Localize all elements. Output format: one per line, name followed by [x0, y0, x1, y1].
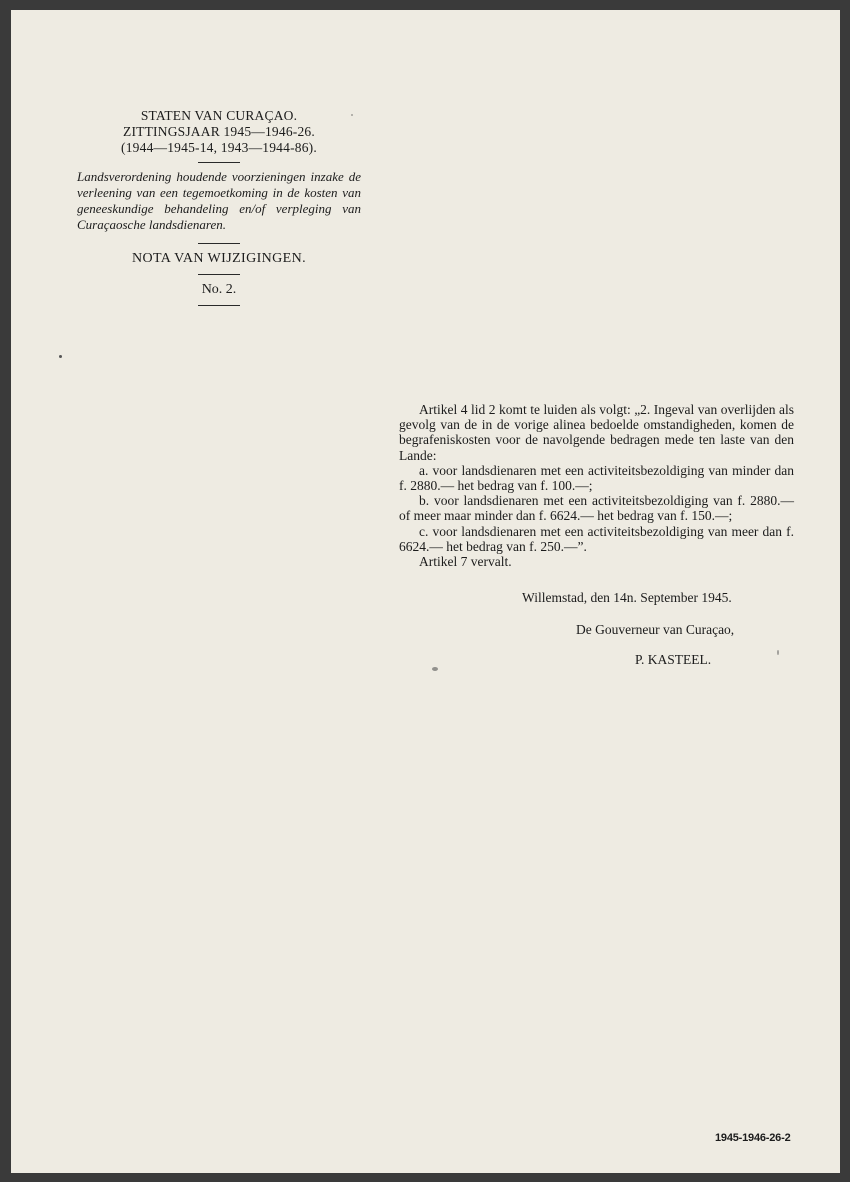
- divider: [198, 162, 240, 163]
- divider: [198, 305, 240, 306]
- article-4-amendment: Artikel 4 lid 2 komt te luiden als volgt: „2. Ingeval van overlijden als gevolg van de in de vorige alinea bedoelde omstandigheden, komen de begrafeniskosten voor de navolgende bedragen mede ten laste van den Lande:: [399, 402, 794, 463]
- clause-a: a. voor landsdienaren met een activiteitsbezoldiging van minder dan f. 2880.— het bedrag van f. 100.—;: [399, 462, 794, 494]
- parliament-title: STATEN VAN CURAÇAO.: [140, 108, 298, 123]
- paper-speck: [59, 355, 62, 358]
- signatory-role: De Gouverneur van Curaçao,: [576, 622, 735, 637]
- paper-speck: [432, 667, 438, 671]
- document-number: 1945-1946-26-2: [715, 1132, 791, 1144]
- divider: [198, 274, 240, 275]
- amendment-heading: NOTA VAN WIJZIGINGEN.: [131, 251, 307, 266]
- paper-speck: [777, 650, 779, 655]
- session-year: ZITTINGSJAAR 1945—1946-26.: [123, 124, 315, 139]
- session-references: (1944—1945-14, 1943—1944-86).: [121, 140, 317, 155]
- document-header: [71, 108, 367, 312]
- clause-b: b. voor landsdienaren met een activiteitsbezoldiging van f. 2880.— of meer maar minder dan f. 6624.— het bedrag van f. 150.—;: [399, 493, 794, 524]
- amendment-body: [399, 402, 794, 569]
- paper-speck: [351, 114, 353, 116]
- ordinance-subject: Landsverordening houdende voorzieningen inzake de verleening van een tegemoetkoming in de kosten van geneeskundige behandeling en/of verpleging van Curaçaosche landsdienaren.: [77, 169, 361, 232]
- clause-c: c. voor landsdienaren met een activiteitsbezoldiging van meer dan f. 6624.— het bedrag van f. 250.—”.: [399, 523, 794, 554]
- document-page: [11, 10, 840, 1173]
- divider: [198, 243, 240, 244]
- amendment-number: No. 2.: [201, 282, 237, 297]
- signatory-name: P. KASTEEL.: [635, 652, 712, 667]
- article-7-removal: Artikel 7 vervalt.: [419, 554, 512, 570]
- place-and-date: Willemstad, den 14n. September 1945.: [522, 590, 732, 605]
